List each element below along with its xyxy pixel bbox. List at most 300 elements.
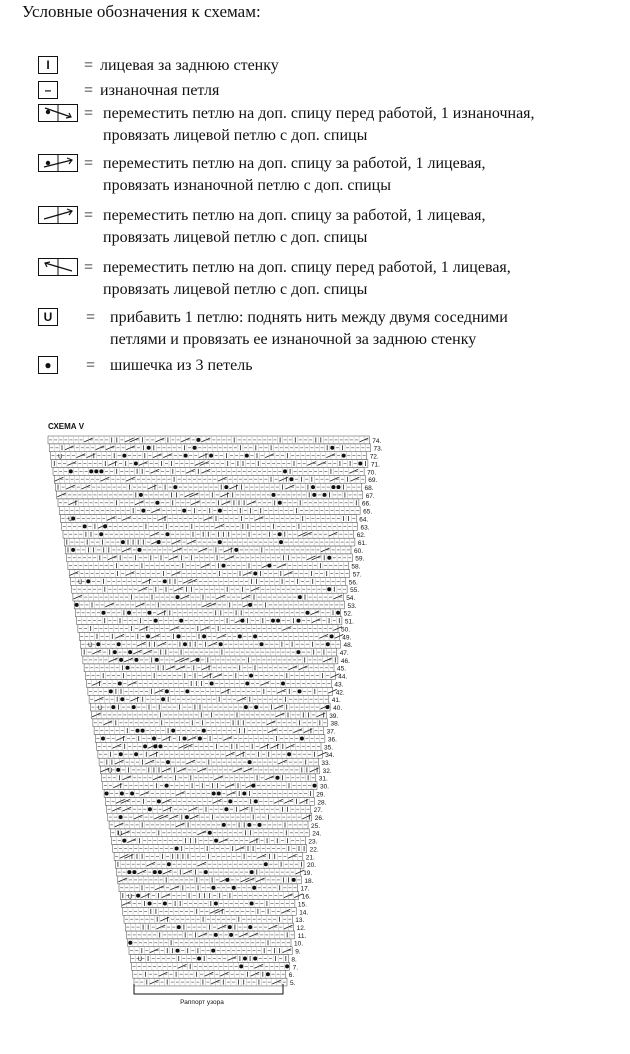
chart-row: [95, 735, 337, 744]
row-number: 43.: [334, 681, 344, 689]
legend-text-line-1: переместить петлю на доп. спицу за работой, 1 лицевая,: [103, 207, 486, 224]
row-number: 6.: [288, 972, 295, 980]
bobble-stitch: [101, 737, 105, 741]
increase-stitch: U: [137, 957, 143, 964]
bobble-stitch: [253, 572, 257, 576]
bobble-stitch: [239, 964, 243, 968]
chart-row: [79, 632, 351, 641]
bobble-stitch: [208, 831, 212, 835]
equals-sign: =: [86, 309, 96, 326]
bobble-stitch: [89, 469, 93, 473]
legend-text-line-2: провязать изнаночной петлю с доп. спицы: [103, 177, 391, 194]
legend-text-line-1: переместить петлю на доп. спицу перед работой, 1 лицевая,: [103, 259, 511, 276]
row-number: 5.: [290, 980, 296, 987]
row-number: 60.: [354, 547, 364, 555]
bobble-stitch: [281, 682, 285, 686]
bobble-stitch: [264, 862, 268, 866]
chart-row: [77, 617, 354, 626]
chart-row: [115, 860, 316, 869]
chart-row: [53, 467, 376, 476]
bobble-stitch: [158, 744, 162, 748]
chart-row: [117, 868, 313, 877]
bobble-stitch: [298, 689, 302, 693]
bobble-stitch: [330, 634, 334, 638]
bobble-stitch: [283, 469, 287, 473]
row-number: 22.: [309, 846, 319, 854]
row-number: 11.: [297, 932, 307, 940]
bobble-stitch: [86, 579, 90, 583]
increase-stitch: U: [127, 894, 133, 901]
bobble-stitch: [229, 933, 233, 937]
bobble-stitch: [218, 540, 222, 544]
bobble-stitch: [248, 760, 252, 764]
increase-stitch: U: [78, 580, 83, 587]
bobble-stitch: [134, 752, 138, 756]
row-number: 59.: [355, 555, 365, 563]
row-number: 28.: [317, 799, 327, 807]
bobble-stitch: [103, 524, 107, 528]
bobble-stitch: [176, 949, 180, 953]
bobble-stitch: [300, 737, 304, 741]
bobble-stitch: [204, 870, 208, 874]
row-number: 14.: [299, 909, 309, 917]
bobble-stitch: [177, 925, 181, 929]
bobble-stitch: [163, 902, 167, 906]
chart-row: [68, 562, 361, 571]
row-number: 33.: [321, 760, 331, 767]
bobble-stitch: [218, 509, 222, 513]
bobble-stitch: [119, 752, 123, 756]
bobble-stitch: [176, 595, 180, 599]
bobble-stitch: [253, 957, 257, 961]
row-number: 70.: [367, 469, 377, 477]
row-number: 30.: [320, 783, 330, 791]
chart-row: [49, 444, 383, 453]
row-number: 10.: [294, 940, 304, 948]
increase-stitch: U: [88, 642, 93, 649]
bobble-stitch: [182, 509, 186, 513]
bobble-stitch: [250, 902, 254, 906]
bobble-stitch: [278, 532, 282, 536]
row-number: 50.: [341, 626, 351, 634]
chart-title: СХЕМА V: [48, 422, 85, 431]
bobble-stitch: [327, 556, 331, 560]
row-number: 15.: [297, 901, 307, 909]
bobble-stitch: [154, 619, 158, 623]
chart-row: [84, 664, 346, 673]
bobble-stitch: [285, 964, 289, 968]
chart-row: [67, 554, 365, 563]
chart-row: [104, 790, 325, 799]
row-number: 53.: [347, 602, 357, 610]
cable-dot-right-back-icon: [38, 154, 78, 172]
row-number: 47.: [339, 650, 349, 657]
row-number: 40.: [333, 705, 343, 712]
chart-row: [57, 491, 375, 500]
bobble-stitch: [222, 564, 226, 568]
bobble-stitch: [337, 485, 341, 489]
legend-text-line-1: переместить петлю на доп. спицу за работой, 1 лицевая,: [103, 155, 486, 172]
bobble-stitch: [323, 493, 327, 497]
bobble-stitch: [94, 469, 98, 473]
legend-text-line-1: лицевая за заднюю стенку: [100, 57, 279, 74]
bobble-stitch: [245, 682, 249, 686]
row-number: 31.: [318, 775, 328, 783]
row-number: 16.: [301, 893, 311, 901]
bobble-stitch: [118, 682, 122, 686]
chart-row: [80, 640, 352, 649]
legend-text-line-2: провязать лицевой петлю с доп. спицы: [103, 127, 368, 144]
bobble-stitch: [171, 729, 175, 733]
chart-row: [56, 483, 374, 492]
chart-row: [93, 719, 340, 728]
chart-row: [59, 507, 372, 516]
knit-through-back-loop-icon: I: [38, 56, 58, 74]
row-number: 21.: [305, 854, 315, 862]
bobble-stitch: [330, 446, 334, 450]
bobble-stitch: [155, 501, 159, 505]
legend-text-line-1: шишечка из 3 петель: [110, 357, 253, 374]
row-number: 13.: [295, 917, 305, 925]
row-number: 39.: [329, 712, 339, 720]
bobble-stitch: [198, 737, 202, 741]
bobble-stitch: [240, 619, 244, 623]
bobble-stitch: [161, 697, 165, 701]
chart-row: [63, 530, 366, 539]
chart-row: [127, 931, 307, 940]
chart-row: [113, 845, 319, 854]
row-number: 63.: [360, 524, 370, 532]
cable-left-front-icon: [38, 258, 78, 276]
bobble-stitch: [136, 729, 140, 733]
row-number: 7.: [292, 964, 299, 972]
increase-stitch: U: [98, 705, 103, 712]
bobble-stitch: [292, 878, 296, 882]
row-number: 27.: [313, 807, 323, 815]
row-number: 24.: [312, 830, 322, 838]
chart-row: [100, 766, 332, 775]
bobble-stitch: [71, 548, 75, 552]
bobble-stitch: [147, 446, 151, 450]
bobble-stitch: [184, 454, 188, 458]
bobble-stitch: [148, 807, 152, 811]
bobble-stitch: [271, 619, 275, 623]
chart-row: [69, 570, 362, 579]
row-number: 57.: [352, 571, 362, 579]
bobble-stitch: [211, 949, 215, 953]
bobble-stitch: [276, 619, 280, 623]
bobble-stitch: [251, 784, 255, 788]
bobble-stitch: [128, 941, 132, 945]
legend-text-line-1: изнаночная петля: [100, 82, 220, 99]
bobble-stitch: [152, 737, 156, 741]
chart-row: [74, 601, 357, 610]
row-number: 51.: [344, 618, 354, 626]
bobble-stitch: [185, 689, 189, 693]
equals-sign: =: [84, 207, 94, 224]
bobble-stitch: [83, 524, 87, 528]
legend-title: Условные обозначения к схемам:: [22, 2, 261, 21]
bobble-stitch: [219, 642, 223, 646]
chart-row: [72, 585, 360, 594]
chart-row: [133, 970, 295, 979]
chart-row: [120, 892, 311, 901]
row-number: 56.: [348, 579, 358, 587]
bobble-stitch: [119, 658, 123, 662]
chart-row: [123, 907, 309, 916]
row-number: 20.: [307, 862, 317, 870]
equals-sign: =: [84, 57, 94, 74]
bobble-stitch: [342, 454, 346, 458]
bobble-stitch: [249, 674, 253, 678]
row-number: 42.: [335, 689, 345, 697]
chart-row: [82, 648, 349, 657]
equals-sign: =: [86, 357, 96, 374]
bobble-stitch: [254, 705, 258, 709]
knitting-chart: [0, 400, 630, 1020]
bobble-stitch: [297, 619, 301, 623]
row-number: 68.: [364, 485, 374, 492]
bobble-stitch: [121, 540, 125, 544]
bobble-stitch: [109, 689, 113, 693]
chart-row: [105, 797, 326, 806]
bobble-stitch: [247, 823, 251, 827]
bobble-stitch: [248, 603, 252, 607]
cable-dot-left-front-icon: [38, 104, 78, 122]
bobble-stitch: [69, 469, 73, 473]
bobble-stitch: [327, 587, 331, 591]
bobble-stitch: [276, 776, 280, 780]
bobble-stitch: [132, 870, 136, 874]
bobble-stitch: [75, 603, 79, 607]
bobble-stitch: [234, 548, 238, 552]
bobble-stitch: [130, 792, 134, 796]
bobble-stitch: [331, 485, 335, 489]
row-number: 26.: [314, 815, 324, 822]
bobble-stitch: [358, 462, 362, 466]
increase-stitch: U: [68, 517, 73, 524]
bobble-stitch: [141, 509, 145, 513]
chart-row: [75, 609, 352, 618]
equals-sign: =: [84, 259, 94, 276]
bobble-stitch: [214, 839, 218, 843]
row-number: 36.: [327, 736, 337, 744]
bobble-stitch: [173, 485, 177, 489]
bobble-stitch: [120, 697, 124, 701]
bobble-stitch: [166, 760, 170, 764]
bobble-stitch: [222, 823, 226, 827]
bobble-stitch: [119, 815, 123, 819]
legend-text-line-2: провязать лицевой петлю с доп. спицы: [103, 229, 368, 246]
chart-row: [78, 625, 350, 634]
increase-stitch: U: [108, 768, 113, 775]
bobble-stitch: [137, 548, 141, 552]
bobble-stitch: [289, 477, 293, 481]
chart-row: [98, 750, 335, 759]
chart-row: [118, 876, 314, 885]
bobble-stitch: [242, 792, 246, 796]
bobble-stitch: [165, 689, 169, 693]
row-number: 66.: [361, 500, 371, 508]
chart-row: [65, 546, 363, 555]
chart-row: [130, 955, 297, 964]
bobble-stitch: [298, 595, 302, 599]
bobble-stitch: [102, 611, 106, 615]
row-number: 67.: [365, 492, 375, 500]
bobble-stitch: [245, 454, 249, 458]
row-number: 65.: [363, 508, 373, 516]
chart-row: [54, 475, 377, 484]
bobble-stitch: [166, 532, 170, 536]
bobble-stitch: [157, 540, 161, 544]
chart-row: [132, 962, 299, 971]
bobble-stitch: [326, 642, 330, 646]
bobble-stitch: [132, 705, 136, 709]
row-number: 18.: [304, 877, 314, 885]
chart-row: [97, 742, 334, 751]
chart-row: [109, 821, 320, 830]
bobble-stitch: [238, 634, 242, 638]
bobble-stitch: [143, 744, 147, 748]
row-number: 73.: [373, 445, 383, 453]
row-number: 35.: [324, 744, 334, 752]
chart-row: [107, 805, 323, 814]
row-number: 9.: [295, 948, 301, 956]
bobble-stitch: [196, 658, 200, 662]
bobble-stitch: [177, 634, 181, 638]
bobble-stitch: [136, 894, 140, 898]
chart-row: [85, 672, 347, 681]
cable-right-back-icon: [38, 206, 78, 224]
legend-text-line-2: провязать лицевой петлю с доп. спицы: [103, 281, 368, 298]
row-number: 29.: [316, 791, 326, 799]
bobble-stitch: [99, 532, 103, 536]
row-number: 17.: [300, 885, 310, 893]
bobble-stitch: [179, 619, 183, 623]
chart-row-frame: [74, 601, 344, 609]
bobble-stitch: [248, 925, 252, 929]
chart-row: [58, 499, 371, 508]
purl-icon: –: [38, 81, 58, 99]
equals-sign: =: [84, 155, 94, 172]
bobble-stitch: [272, 493, 276, 497]
bobble-stitch: [311, 485, 315, 489]
bobble-stitch: [260, 642, 264, 646]
chart-row: [119, 884, 310, 893]
bobble-stitch: [183, 737, 187, 741]
bobble-stitch: [254, 799, 258, 803]
bobble-stitch: [258, 823, 262, 827]
bobble-stitch: [127, 870, 131, 874]
chart-row: [103, 782, 329, 791]
bobble-stitch: [232, 886, 236, 890]
bobble-icon: ●: [38, 356, 58, 374]
bobble-stitch: [253, 634, 257, 638]
bobble-stitch: [153, 744, 157, 748]
bobble-stitch: [313, 784, 317, 788]
bobble-stitch: [141, 729, 145, 733]
row-number: 37.: [326, 728, 336, 736]
bobble-stitch: [146, 634, 150, 638]
equals-sign: =: [84, 105, 94, 122]
row-number: 44.: [338, 673, 348, 681]
bobble-stitch: [214, 933, 218, 937]
bobble-stitch: [113, 650, 117, 654]
bobble-stitch: [111, 705, 115, 709]
chart-row: [102, 774, 328, 783]
row-number: 45.: [337, 665, 347, 673]
bobble-stitch: [224, 807, 228, 811]
row-number: 41.: [331, 697, 341, 705]
chart-row: [62, 522, 370, 531]
bobble-stitch: [224, 485, 228, 489]
chart-row: [94, 727, 336, 736]
bobble-stitch: [157, 799, 161, 803]
increase-stitch: U: [118, 831, 123, 838]
chart-row: [114, 852, 315, 861]
chart-row: [51, 452, 379, 461]
bobble-stitch: [225, 878, 229, 882]
chart-row: [125, 923, 306, 932]
bobble-stitch: [127, 611, 131, 615]
row-number: 12.: [296, 925, 306, 932]
bobble-stitch: [279, 540, 283, 544]
bobble-stitch: [122, 839, 126, 843]
bobble-stitch: [148, 902, 152, 906]
bobble-stitch: [228, 799, 232, 803]
legend-text-line-2: петлями и провязать ее изнаночной за заднюю стенку: [110, 331, 477, 348]
bobble-stitch: [252, 886, 256, 890]
row-number: 71.: [370, 461, 380, 469]
row-number: 25.: [311, 822, 321, 830]
bobble-stitch: [105, 792, 109, 796]
row-number: 48.: [343, 642, 353, 650]
bobble-stitch: [175, 847, 179, 851]
bobble-stitch: [96, 642, 100, 646]
repeat-label: Раппорт узора: [180, 999, 224, 1006]
row-number: 19.: [303, 870, 313, 877]
bobble-stitch: [134, 462, 138, 466]
bobble-stitch: [185, 815, 189, 819]
bobble-stitch: [326, 705, 330, 709]
chart-row: [92, 711, 339, 720]
chart-row: [110, 829, 321, 838]
equals-sign: =: [84, 82, 94, 99]
chart-row: [99, 758, 331, 767]
row-number: 52.: [343, 610, 353, 618]
row-number: 8.: [291, 956, 297, 964]
row-number: 34.: [325, 752, 335, 760]
bobble-stitch: [267, 564, 271, 568]
bobble-stitch: [217, 792, 221, 796]
bobble-stitch: [287, 752, 291, 756]
bobble-stitch: [99, 469, 103, 473]
bobble-stitch: [128, 650, 132, 654]
chart-row: [61, 515, 369, 524]
row-number: 49.: [342, 634, 352, 642]
row-number: 72.: [369, 453, 379, 461]
bobble-stitch: [196, 438, 200, 442]
bobble-stitch: [163, 579, 167, 583]
bobble-stitch: [122, 454, 126, 458]
bobble-stitch: [278, 501, 282, 505]
bobble-stitch: [212, 792, 216, 796]
bobble-stitch: [306, 611, 310, 615]
chart-svg: [0, 400, 630, 1020]
row-number: 46.: [340, 657, 350, 665]
bobble-stitch: [250, 870, 254, 874]
bobble-stitch: [209, 454, 213, 458]
